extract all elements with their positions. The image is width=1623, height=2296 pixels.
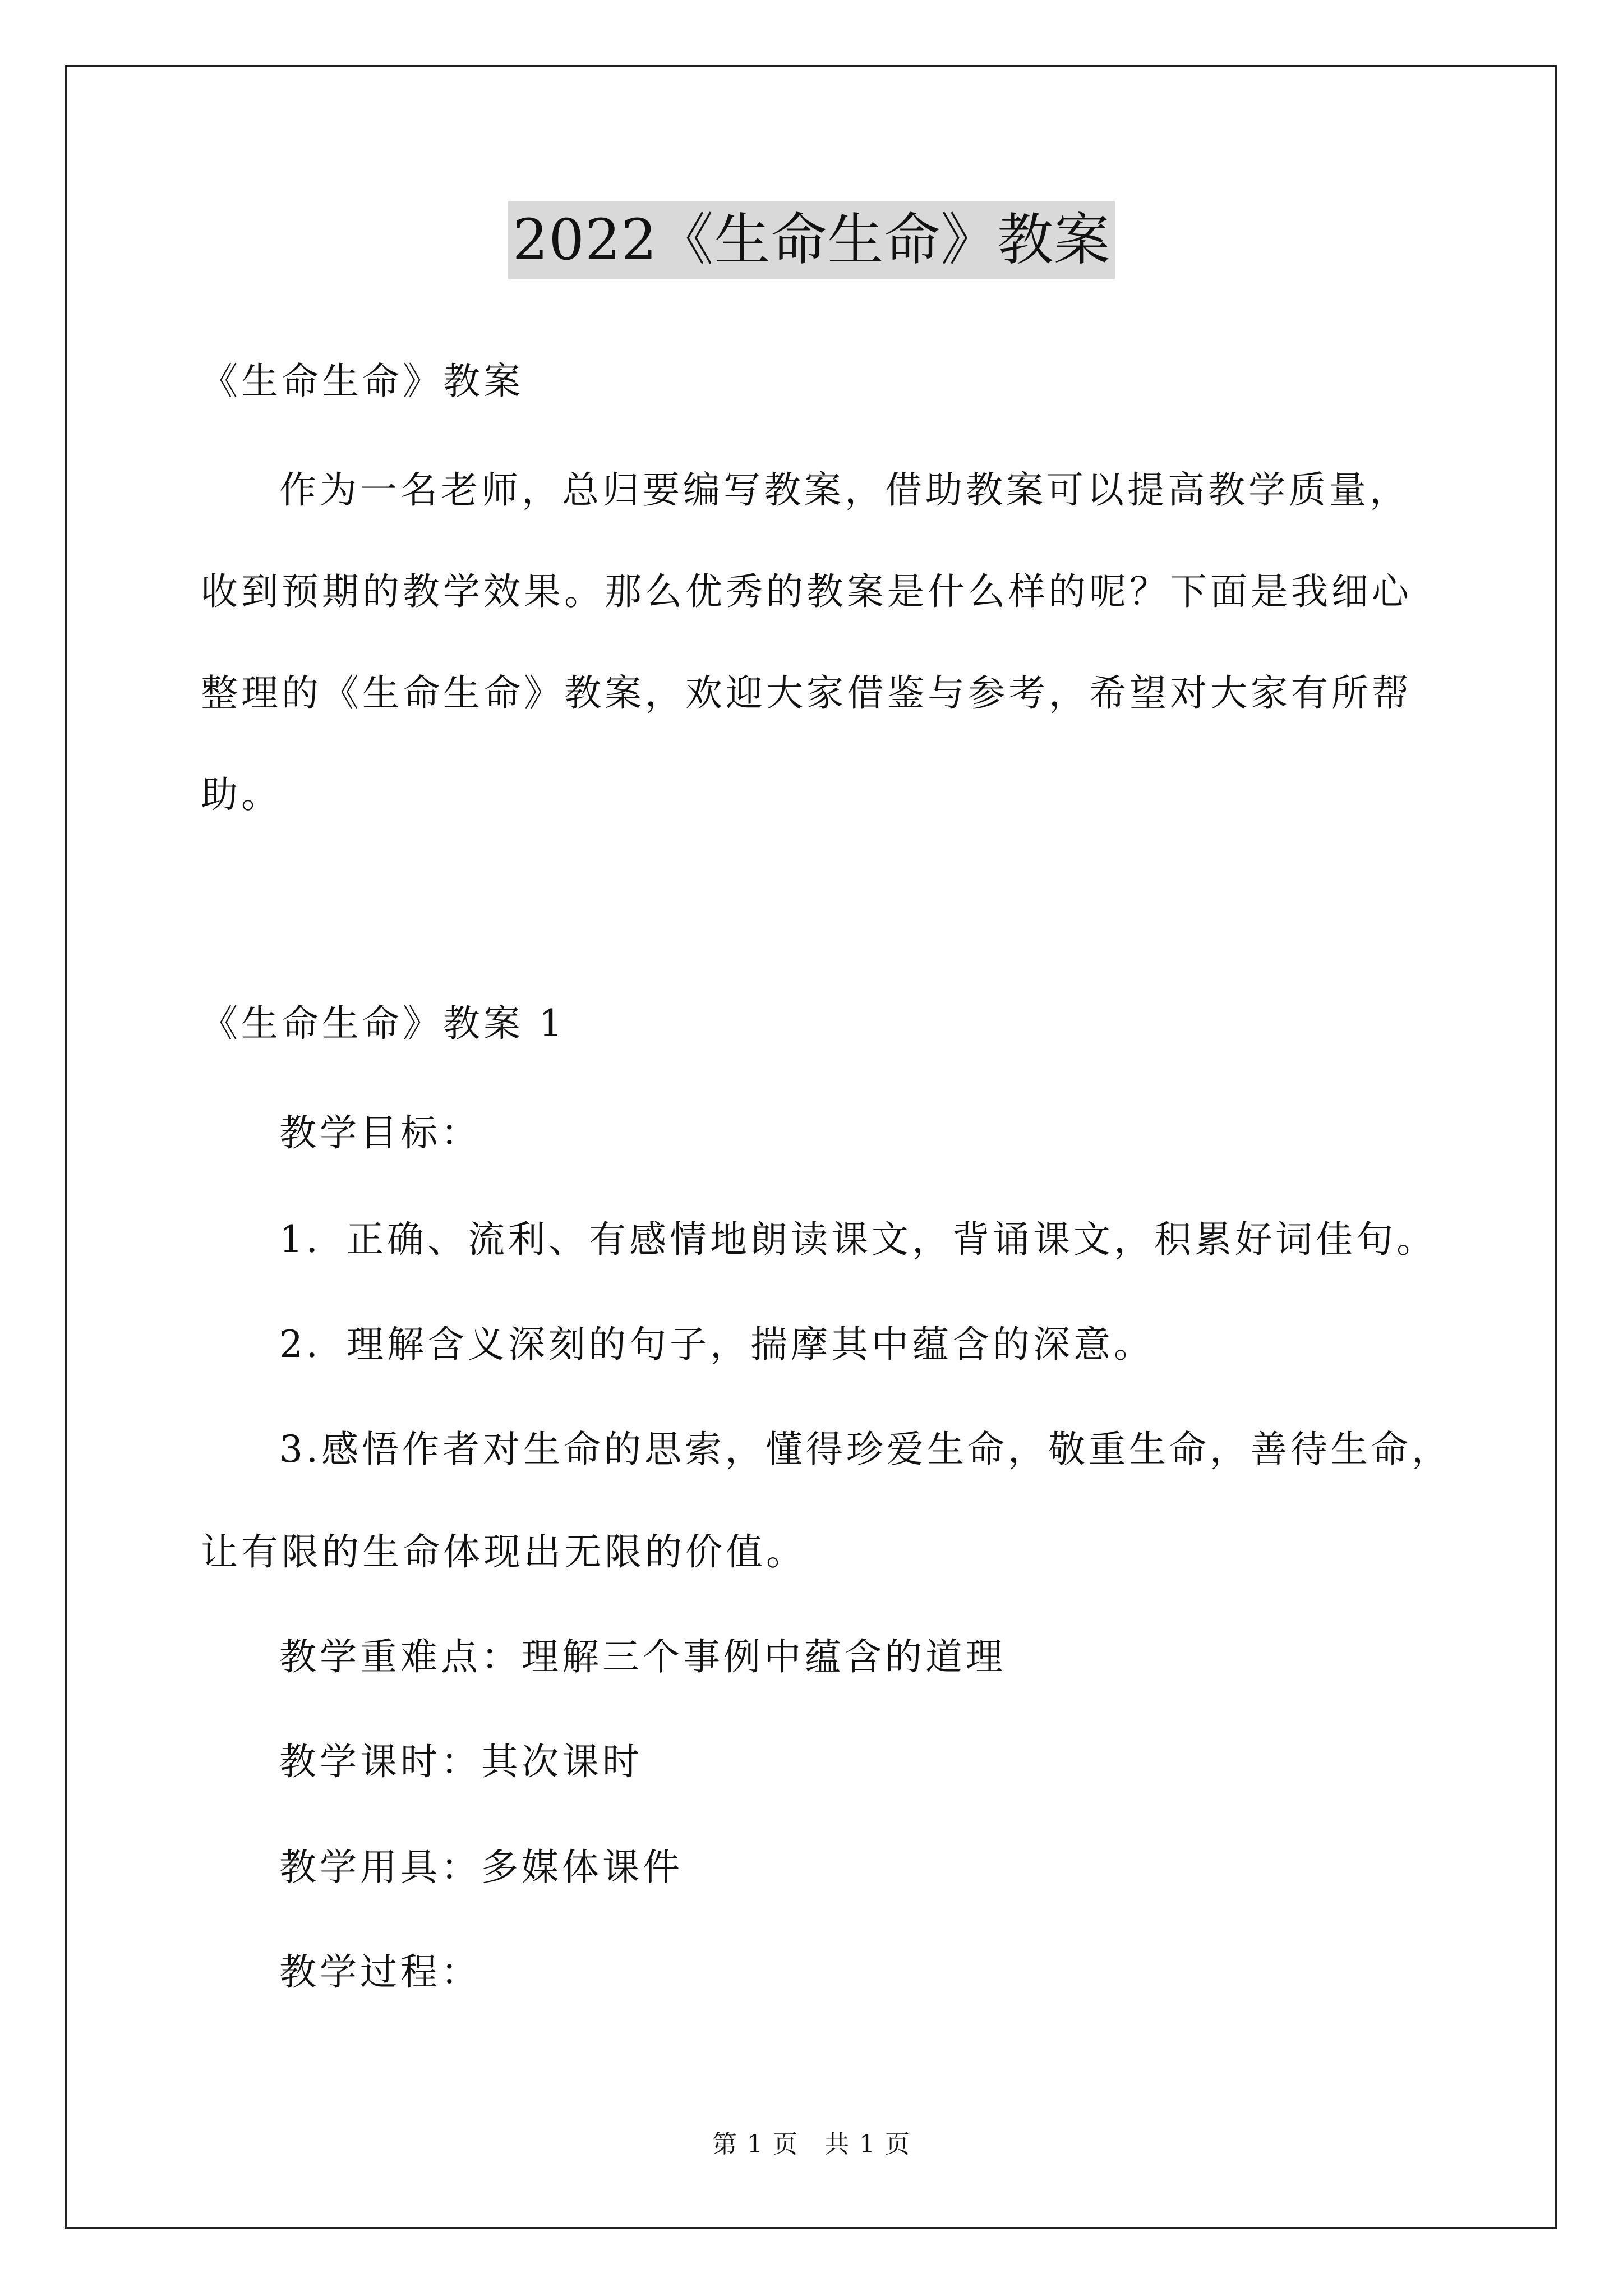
objectives-label: 教学目标： bbox=[279, 1111, 481, 1154]
intro-line-1: 作为一名老师，总归要编写教案，借助教案可以提高教学质量， bbox=[279, 468, 1410, 512]
title-container bbox=[0, 201, 1623, 279]
document-subtitle: 《生命生命》教案 bbox=[201, 360, 524, 403]
objective-2: 2．理解含义深刻的句子，揣摩其中蕴含的深意。 bbox=[279, 1323, 1154, 1366]
intro-line-4: 助。 bbox=[201, 773, 282, 816]
intro-line-3: 整理的《生命生命》教案，欢迎大家借鉴与参考，希望对大家有所帮 bbox=[201, 671, 1412, 715]
document-title: 2022《生命生命》教案 bbox=[508, 201, 1115, 279]
teaching-tools: 教学用具：多媒体课件 bbox=[279, 1846, 683, 1889]
intro-line-2: 收到预期的教学效果。那么优秀的教案是什么样的呢？下面是我细心 bbox=[201, 570, 1412, 613]
section-heading: 《生命生命》教案 1 bbox=[201, 1002, 566, 1045]
key-points: 教学重难点：理解三个事例中蕴含的道理 bbox=[279, 1635, 1006, 1678]
page-number-footer: 第 1 页 共 1 页 bbox=[712, 2130, 911, 2159]
class-hours: 教学课时：其次课时 bbox=[279, 1740, 643, 1783]
objective-3-line-2: 让有限的生命体现出无限的价值。 bbox=[201, 1530, 806, 1573]
objective-1: 1．正确、流利、有感情地朗读课文，背诵课文，积累好词佳句。 bbox=[279, 1218, 1437, 1261]
teaching-process: 教学过程： bbox=[279, 1950, 481, 1994]
objective-3-line-1: 3.感悟作者对生命的思索，懂得珍爱生命，敬重生命，善待生命， bbox=[279, 1428, 1452, 1471]
